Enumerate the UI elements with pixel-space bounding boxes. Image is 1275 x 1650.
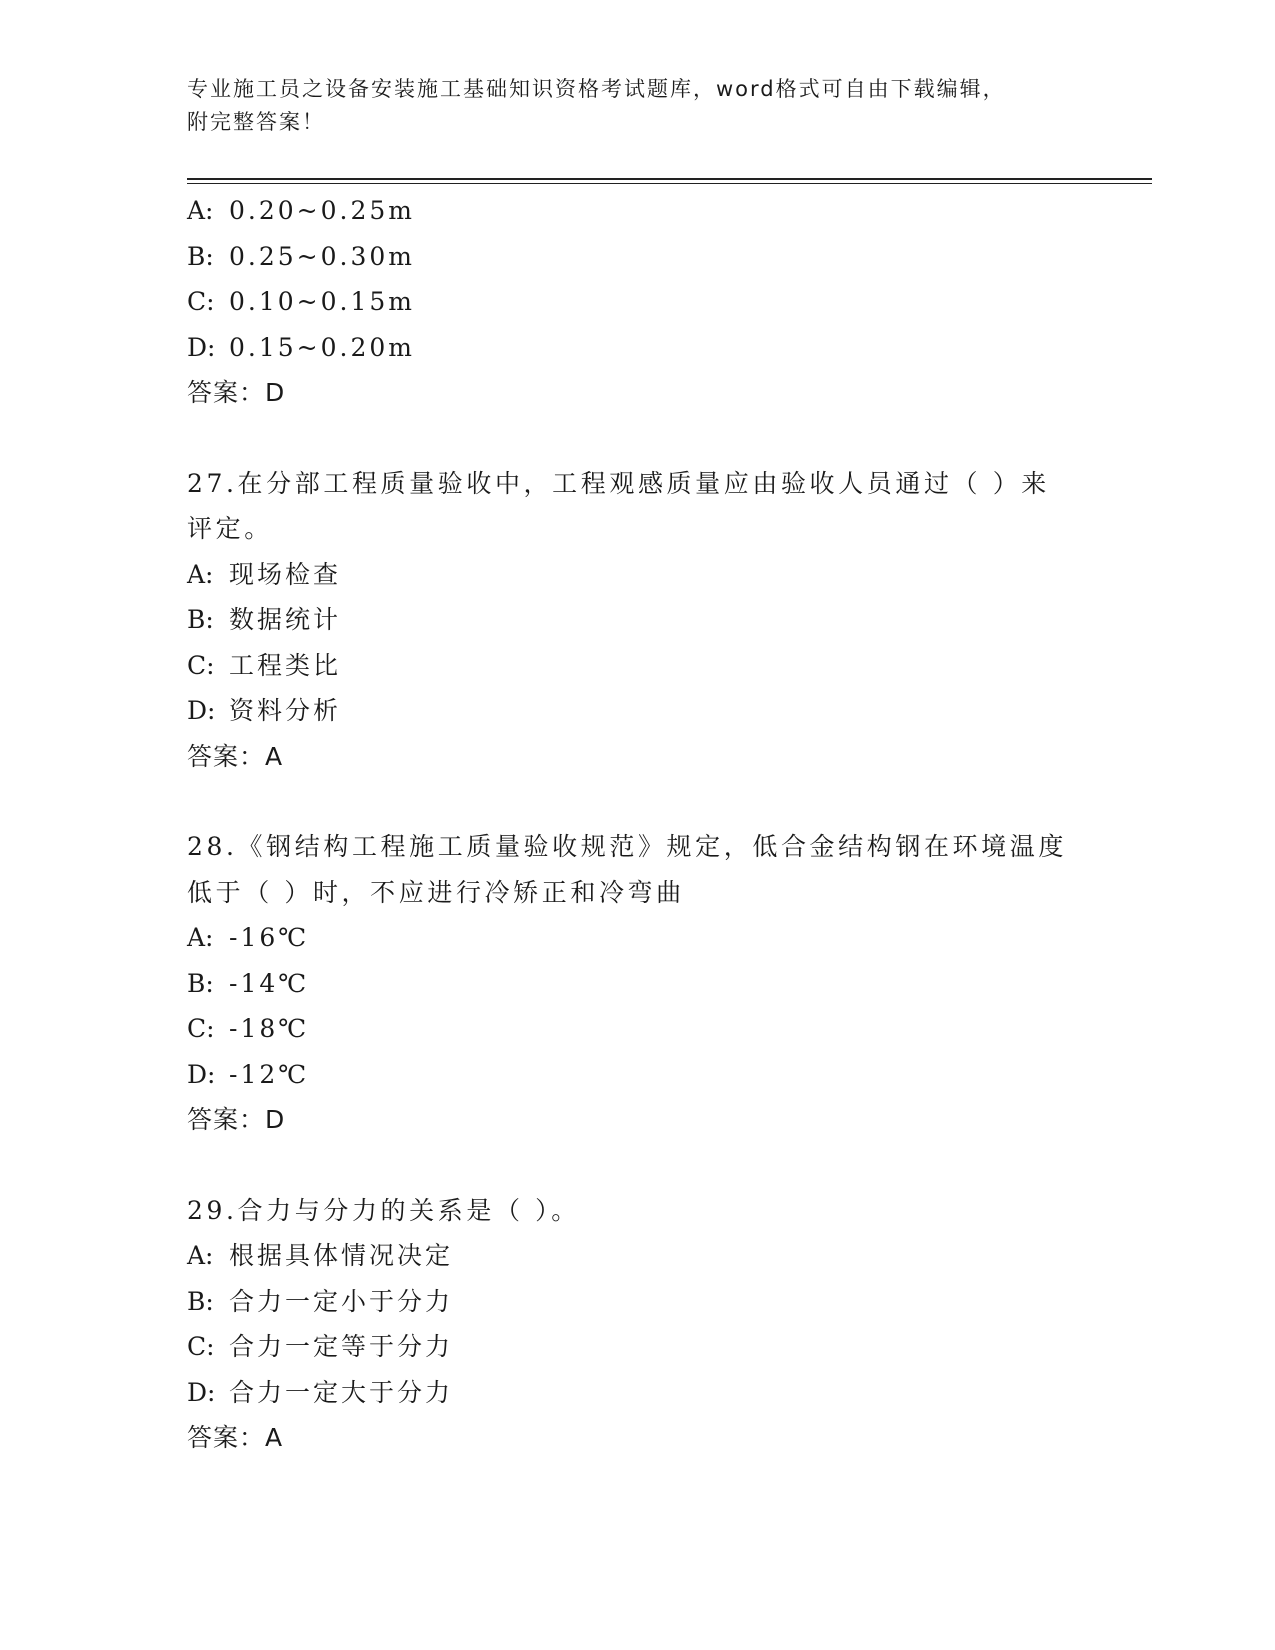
option-letter: A: [187,559,214,589]
option-d [187,325,1087,371]
option-letter: D: [187,1377,216,1407]
answer-line: 答案：A [187,1423,284,1452]
option-a [187,915,1087,961]
option-b [187,1279,1087,1325]
question-text-line-1: 29.合力与分力的关系是（ ）。 [187,1195,580,1225]
option-a [187,188,1087,234]
option-letter: B: [187,241,214,271]
option-letter: B: [187,968,214,998]
question-text-line-2: 低于（ ）时，不应进行冷矫正和冷弯曲 [187,877,685,907]
option-a [187,1233,1087,1279]
answer-line: 答案：A [187,741,284,771]
question-content [187,188,1087,1461]
answer-line: 答案：D [187,1105,286,1134]
option-letter: B: [187,605,214,634]
option-letter: B: [187,1286,214,1316]
question-text-line-2: 评定。 [187,514,273,543]
option-b [187,961,1087,1007]
option-text: -14℃ [229,968,310,998]
option-letter: A: [187,1241,214,1270]
option-letter: D: [187,332,216,362]
option-text: -12℃ [229,1059,310,1089]
option-c [187,643,1087,689]
option-text: -16℃ [229,923,310,952]
option-text: -18℃ [229,1014,310,1043]
option-letter: D: [187,1059,216,1089]
option-letter: C: [187,287,215,316]
option-text: 数据统计 [229,605,342,634]
option-c [187,279,1087,325]
option-letter: C: [187,650,215,680]
option-text: 根据具体情况决定 [229,1241,454,1270]
option-text: 合力一定等于分力 [229,1332,454,1361]
option-letter: C: [187,1014,215,1043]
header-divider-thin [187,183,1152,184]
option-b [187,234,1087,280]
header-line-2: 附完整答案！ [187,110,325,134]
page-header [187,73,1067,139]
option-letter: A: [187,196,214,225]
answer-line: 答案：D [187,378,286,407]
option-letter: C: [187,1332,215,1361]
question-block-27 [187,461,1087,780]
option-text: 0.25~0.30m [229,241,415,271]
option-c [187,1324,1087,1370]
option-text: 0.15~0.20m [229,332,415,362]
option-text: 合力一定小于分力 [229,1286,454,1316]
question-text-line-1: 27.在分部工程质量验收中，工程观感质量应由验收人员通过（ ）来 [187,468,1050,498]
question-text-line-1: 28.《钢结构工程施工质量验收规范》规定，低合金结构钢在环境温度 [187,832,1067,861]
option-letter: A: [187,923,214,952]
header-divider-thick [187,178,1152,180]
option-text: 现场检查 [229,559,342,589]
option-d [187,688,1087,734]
option-a [187,552,1087,598]
question-block-partial [187,188,1087,416]
question-block-29 [187,1188,1087,1461]
option-text: 0.10~0.15m [229,287,415,316]
option-c [187,1006,1087,1052]
option-b [187,597,1087,643]
option-text: 资料分析 [229,696,342,725]
option-text: 合力一定大于分力 [229,1377,454,1407]
question-block-28 [187,824,1087,1143]
option-d [187,1052,1087,1098]
option-letter: D: [187,696,216,725]
option-text: 工程类比 [229,650,342,680]
option-d [187,1370,1087,1416]
header-line-1: 专业施工员之设备安装施工基础知识资格考试题库，word格式可自由下载编辑， [187,77,1006,101]
option-text: 0.20~0.25m [229,196,415,225]
